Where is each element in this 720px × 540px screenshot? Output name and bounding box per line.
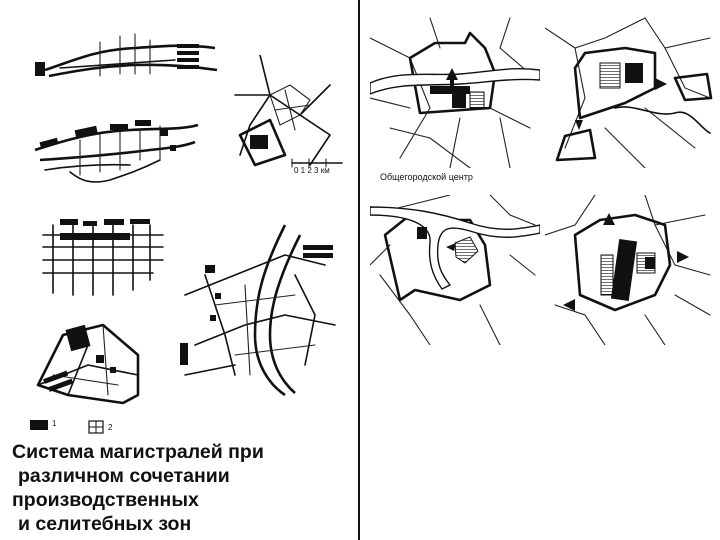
legend-label-1: 1 — [52, 419, 57, 428]
scale-bar-label: 0 1 2 3 км — [294, 166, 330, 175]
legend-residential-swatch — [86, 418, 108, 436]
caption-line-1: Система магистралей при — [12, 441, 264, 463]
vertical-divider — [358, 0, 360, 540]
caption-line-3: производственных — [12, 489, 199, 511]
scheme-linear-city — [25, 30, 225, 80]
center-scheme-2 — [545, 8, 715, 168]
caption-line-4: и селитебных зон — [18, 513, 192, 535]
caption-line-2: различном сочетании — [18, 465, 230, 487]
center-scheme-1 — [370, 8, 540, 168]
scheme-river-city — [30, 110, 200, 190]
center-scheme-3 — [370, 195, 540, 345]
caption — [12, 440, 332, 536]
scheme-industrial-city — [28, 315, 168, 415]
scheme-grid-city — [38, 215, 168, 300]
legend-industrial-swatch — [28, 418, 50, 432]
center-scheme-4 — [545, 195, 715, 345]
scheme-radial-city — [230, 55, 350, 170]
legend-label-2: 2 — [108, 423, 113, 432]
city-center-label: Общегородской центр — [380, 172, 473, 182]
scheme-large-radial-city — [175, 215, 345, 400]
